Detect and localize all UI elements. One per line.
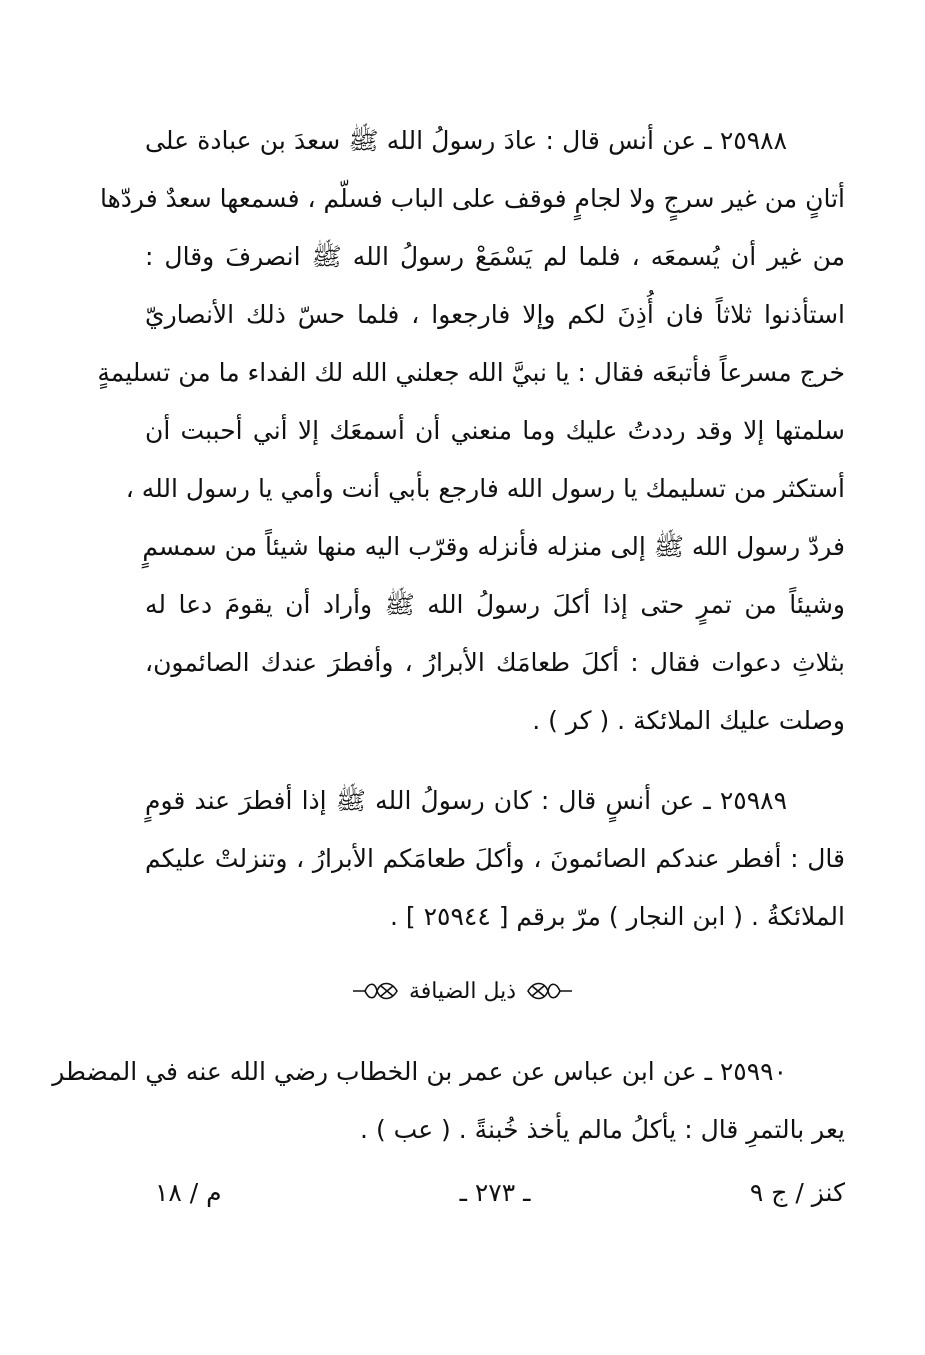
volume-label: كنز / ج ٩ xyxy=(749,1178,845,1207)
hadith-25989 xyxy=(145,772,845,946)
text-line: من غير أن يُسمعَه ، فلما لم يَسْمَعْ رسولُ الله ﷺ انصرفَ وقال : xyxy=(145,242,845,271)
arabesque-ornament-icon xyxy=(526,978,574,1004)
section-heading-text: ذيل الضيافة xyxy=(408,978,517,1004)
text-line: وشيئاً من تمرٍ حتى إذا أكلَ رسولُ الله ﷺ وأراد أن يقومَ دعا له xyxy=(145,590,845,619)
section-heading xyxy=(250,966,675,1016)
text-line: سلمتها إلا وقد رددتُ عليك وما منعني أن أسمعَك إلا أني أحببت أن xyxy=(145,416,845,445)
page-number: ـ ٢٧٣ ـ xyxy=(459,1178,531,1207)
text-line: استأذنوا ثلاثاً فان أُذِنَ لكم وإلا فارجعوا ، فلما حسّ ذلك الأنصاريّ xyxy=(145,300,845,329)
text-line: أتانٍ من غير سرجٍ ولا لجامٍ فوقف على الباب فسلّم ، فسمعها سعدٌ فردّها xyxy=(99,184,845,213)
text-line: فردّ رسول الله ﷺ إلى منزله فأنزله وقرّب اليه منها شيئاً من سمسمٍ xyxy=(142,532,845,561)
text-line: الملائكةُ . ( ابن النجار ) مرّ برقم [ ٢٥٩٤٤ ] . xyxy=(390,902,845,931)
hadith-25988 xyxy=(97,112,845,750)
hadith-25990 xyxy=(52,1043,845,1159)
page-footer xyxy=(145,1168,845,1228)
arabesque-ornament-icon xyxy=(351,978,399,1004)
text-line: بثلاثِ دعوات فقال : أكلَ طعامَك الأبرارُ ، وأفطرَ عندك الصائمون، xyxy=(145,648,845,677)
text-line: ٢٥٩٨٨ ـ عن أنس قال : عادَ رسولُ الله ﷺ سعدَ بن عبادة على xyxy=(145,126,787,155)
text-line: ٢٥٩٩٠ ـ عن ابن عباس عن عمر بن الخطاب رضي الله عنه في المضطر xyxy=(52,1057,787,1086)
text-line: وصلت عليك الملائكة . ( كر ) . xyxy=(532,706,845,735)
text-line: خرج مسرعاً فأتبعَه فقال : يا نبيَّ الله جعلني الله لك الفداء ما من تسليمةٍ xyxy=(97,358,845,387)
text-line: ٢٥٩٨٩ ـ عن أنسٍ قال : كان رسولُ الله ﷺ إذا أفطرَ عند قومٍ xyxy=(145,786,787,815)
text-line: يعر بالتمرِ قال : يأكلُ مالم يأخذ خُبنةً . ( عب ) . xyxy=(360,1115,845,1144)
text-line: أستكثر من تسليمك يا رسول الله فارجع بأبي أنت وأمي يا رسول الله ، xyxy=(125,474,845,503)
text-line: قال : أفطر عندكم الصائمونَ ، وأكلَ طعامَكم الأبرارُ ، وتنزلتْ عليكم xyxy=(145,844,845,873)
signature-mark: م / ١٨ xyxy=(155,1178,222,1207)
